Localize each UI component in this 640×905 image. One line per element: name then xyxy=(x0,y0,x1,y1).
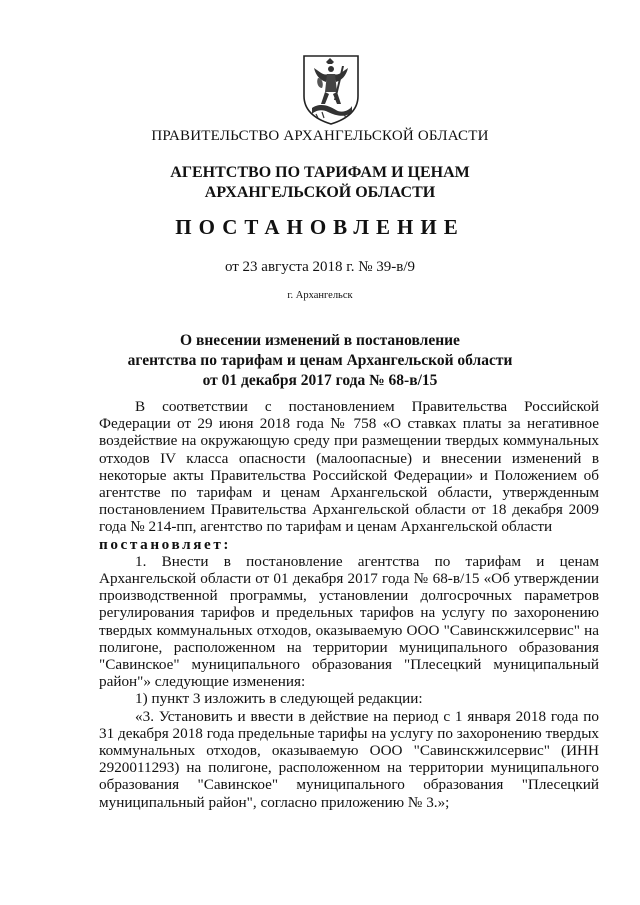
subject-line3: от 01 декабря 2017 года № 68-в/15 xyxy=(202,372,438,389)
document-type-title: ПОСТАНОВЛЕНИЕ xyxy=(175,215,465,239)
document-body xyxy=(99,398,599,811)
document-city: г. Архангельск xyxy=(287,290,353,301)
subitem-1-paragraph: 1) пункт 3 изложить в следующей редакции: xyxy=(135,690,423,708)
preamble-paragraph: В соответствии с постановлением Правительства Российской Федерации от 29 июня 2018 года № 758 «О ставках платы за негативное воздействие на окружающую среду при размещении твердых коммунальных отходов IV класса опасности (малоопасные) и внесении изменений в некоторые акты Правительства Российской Федерации» и Положением об агентстве по тарифам и ценам Архангельской области, утвержденным постановлением Правительства Архангельской области от 18 декабря 2009 года № 214-пп, агентство по тарифам и ценам Архангельской области xyxy=(99,398,599,536)
resolves-word: постановляет: xyxy=(99,535,232,553)
quoted-amendment-paragraph: «3. Установить и ввести в действие на период с 1 января 2018 года по 31 декабря 2018 года предельные тарифы на услугу по захоронению твердых коммунальных отходов, оказываемую ООО "Савинскжилсервис" (ИНН 2920011293) на полигоне, расположенном на территории муниципального образования "Савинское" муниципального образования "Плесецкий муниципальный район", согласно приложению № 3.»; xyxy=(99,707,599,811)
government-name: ПРАВИТЕЛЬСТВО АРХАНГЕЛЬСКОЙ ОБЛАСТИ xyxy=(151,128,489,144)
coat-of-arms-icon xyxy=(300,52,362,126)
agency-name-line2: АРХАНГЕЛЬСКОЙ ОБЛАСТИ xyxy=(204,184,436,201)
subject-line1: О внесении изменений в постановление xyxy=(180,332,460,349)
agency-name xyxy=(0,163,640,203)
subject-line2: агентства по тарифам и ценам Архангельской области xyxy=(127,352,513,369)
item-1-paragraph: 1. Внести в постановление агентства по тарифам и ценам Архангельской области от 01 декабря 2017 года № 68-в/15 «Об утверждении производственной программы, установлении долгосрочных параметров регулирования тарифов и предельных тарифов на услугу по захоронению твердых коммунальных отходов, оказываемую ООО "Савинскжилсервис" на полигоне, расположенном на территории муниципального образования "Савинское" муниципального образования "Плесецкий муниципальный район"» следующие изменения: xyxy=(99,552,599,691)
agency-name-line1: АГЕНТСТВО ПО ТАРИФАМ И ЦЕНАМ xyxy=(170,164,470,181)
document-subject xyxy=(0,331,640,391)
document-date-number: от 23 августа 2018 г. № 39-в/9 xyxy=(224,259,416,275)
